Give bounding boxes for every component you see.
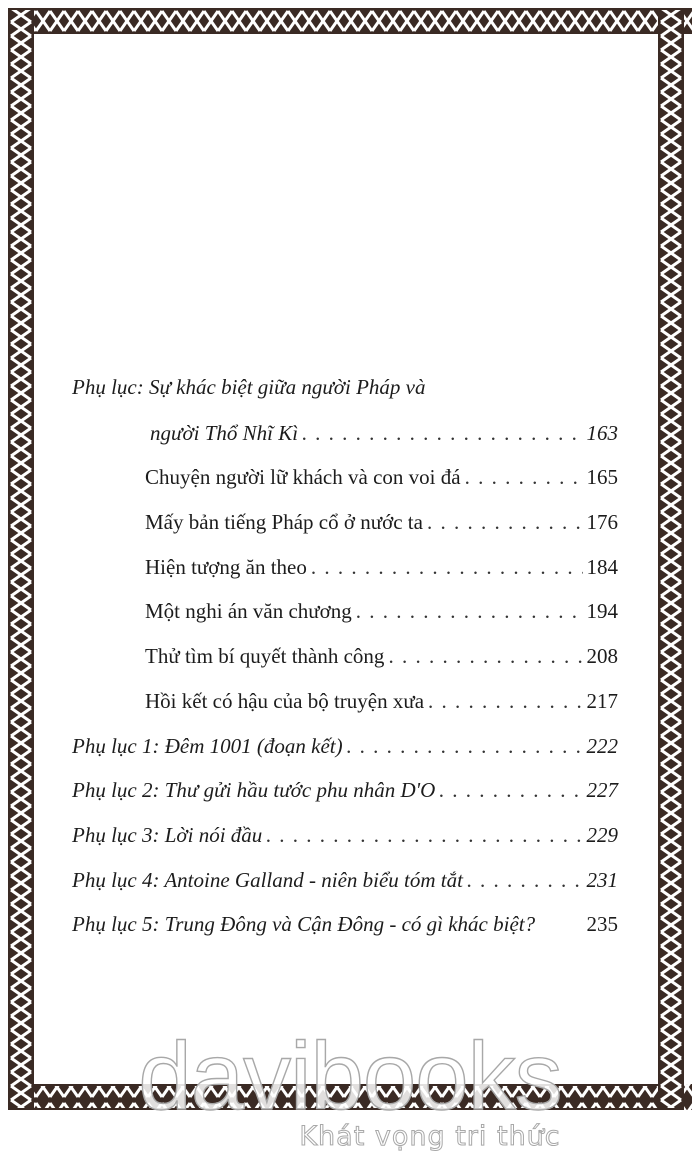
dot-leader [465,464,583,490]
toc-entry-title: Phụ lục 5: Trung Đông và Cận Đông - có gì khác biệt? [72,912,536,936]
toc-entry-title: Chuyện người lữ khách và con voi đá [145,465,461,489]
dot-leader [311,554,583,580]
toc-entry [145,509,618,535]
toc-entry-page: 194 [586,599,618,623]
watermark-logo: davibooks [138,1023,562,1130]
toc-entry [145,598,618,624]
toc-entry-page: 222 [586,734,618,758]
toc-entry-page: 208 [586,644,618,668]
toc-entry-title: Hiện tượng ăn theo [145,555,307,579]
dot-leader [467,867,583,893]
toc-entry [145,464,618,490]
toc-entry-title: Thử tìm bí quyết thành công [145,644,385,668]
toc-entry-page: 184 [586,555,618,579]
toc-entry-title: Phụ lục 3: Lời nói đầu [72,823,263,847]
dot-leader [439,777,582,803]
toc-entry-title: Hồi kết có hậu của bộ truyện xưa [145,689,425,713]
toc-entry [72,911,618,937]
toc-entry [72,867,618,893]
toc-entry-page: 176 [586,510,618,534]
toc-entry-page: 229 [586,823,618,847]
toc-entry-title: Một nghi án văn chương [145,599,352,623]
toc-entry [145,554,618,580]
toc-entry-page: 235 [586,912,618,936]
toc-entry-page: 165 [586,465,618,489]
toc-entry-page: 217 [586,689,618,713]
dot-leader [302,420,582,446]
dot-leader [428,688,582,714]
dot-leader [388,643,582,669]
dot-leader [266,822,582,848]
toc-entry-title: Phụ lục 4: Antoine Galland - niên biểu tóm tắt [72,868,463,892]
watermark-slogan: Khát vọng tri thức [299,1121,561,1152]
toc-entry [145,688,618,714]
toc-entry-title: Phụ lục 1: Đêm 1001 (đoạn kết) [72,734,343,758]
toc-entry-title: Mấy bản tiếng Pháp cổ ở nước ta [145,510,423,534]
toc-entry-title: Phụ lục: Sự khác biệt giữa người Pháp và [72,375,426,399]
dot-leader [356,598,583,624]
toc-entry-page: 227 [586,778,618,802]
toc-entry-page: 163 [586,421,618,445]
toc-entry [72,822,618,848]
toc-entry-title: Phụ lục 2: Thư gửi hầu tước phu nhân D'O [72,778,436,802]
toc-entry [72,374,426,400]
dot-leader [427,509,583,535]
toc-entry [72,733,618,759]
toc-entry-page: 231 [586,868,618,892]
toc-entry [150,420,618,446]
toc-entry [72,777,618,803]
toc-entry [145,643,618,669]
dot-leader [347,733,583,759]
toc-entry-title: người Thổ Nhĩ Kì [150,421,299,445]
